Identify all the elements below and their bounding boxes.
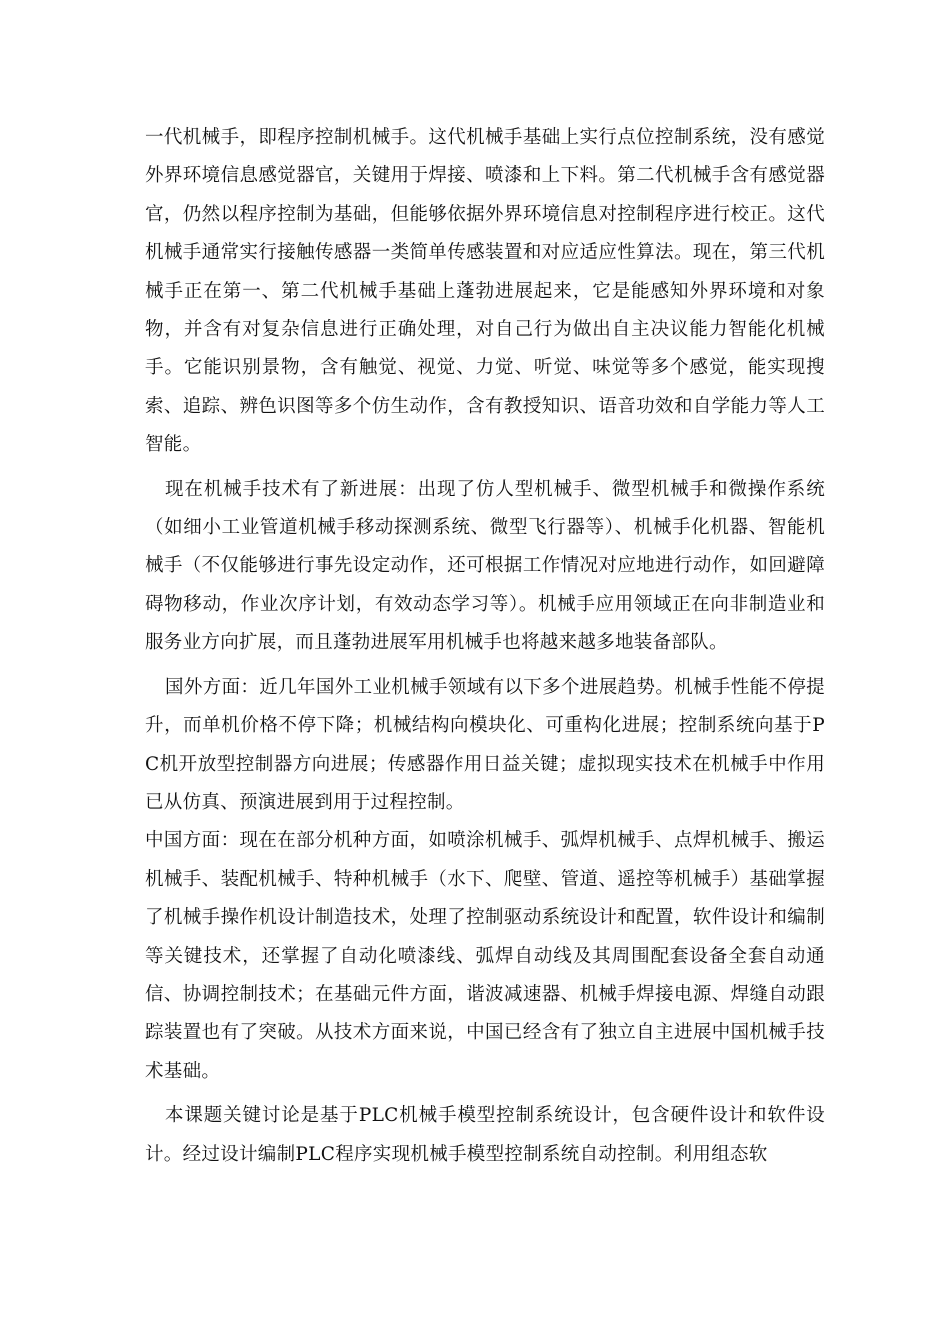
paragraph-foreign-trends: 国外方面：近几年国外工业机械手领域有以下多个进展趋势。机械手性能不停提升，而单机价格不停下降；机械结构向模块化、可重构化进展；控制系统向基于PC机开放型控制器方向进展；传感器作用日益关键；虚拟现实技术在机械手中作用已从仿真、预演进展到用于过程控制。 [145, 676, 825, 813]
paragraph-project-scope: 本课题关键讨论是基于PLC机械手模型控制系统设计，包含硬件设计和软件设计。经过设计编制PLC程序实现机械手模型控制系统自动控制。利用组态软 [145, 1105, 825, 1165]
paragraph-china-status: 中国方面：现在在部分机种方面，如喷涂机械手、弧焊机械手、点焊机械手、搬运机械手、装配机械手、特种机械手（水下、爬壁、管道、遥控等机械手）基础掌握了机械手操作机设计制造技术，处理了控制驱动系统设计和配置，软件设计和编制等关键技术，还掌握了自动化喷漆线、弧焊自动线及其周围配套设备全套自动通信、协调控制技术；在基础元件方面，谐波减速器、机械手焊接电源、焊缝自动跟踪装置也有了突破。从技术方面来说，中国已经含有了独立自主进展中国机械手技术基础。 [145, 830, 825, 1082]
paragraph-current-progress: 现在机械手技术有了新进展：出现了仿人型机械手、微型机械手和微操作系统（如细小工业管道机械手移动探测系统、微型飞行器等）、机械手化机器、智能机械手（不仅能够进行事先设定动作，还可根据工作情况对应地进行动作，如回避障碍物移动，作业次序计划，有效动态学习等）。机械手应用领域正在向非制造业和服务业方向扩展，而且蓬勃进展军用机械手也将越来越多地装备部队。 [145, 478, 825, 654]
document-body [145, 119, 825, 1174]
paragraph-robot-generations: 一代机械手，即程序控制机械手。这代机械手基础上实行点位控制系统，没有感觉外界环境信息感觉器官，关键用于焊接、喷漆和上下料。第二代机械手含有感觉器官，仍然以程序控制为基础，但能够依据外界环境信息对控制程序进行校正。这代机械手通常实行接触传感器一类简单传感装置和对应适应性算法。现在，第三代机械手正在第一、第二代机械手基础上蓬勃进展起来，它是能感知外界环境和对象物，并含有对复杂信息进行正确处理，对自己行为做出自主决议能力智能化机械手。它能识别景物，含有触觉、视觉、力觉、听觉、味觉等多个感觉，能实现搜索、追踪、辨色识图等多个仿生动作，含有教授知识、语音功效和自学能力等人工智能。 [145, 127, 825, 456]
